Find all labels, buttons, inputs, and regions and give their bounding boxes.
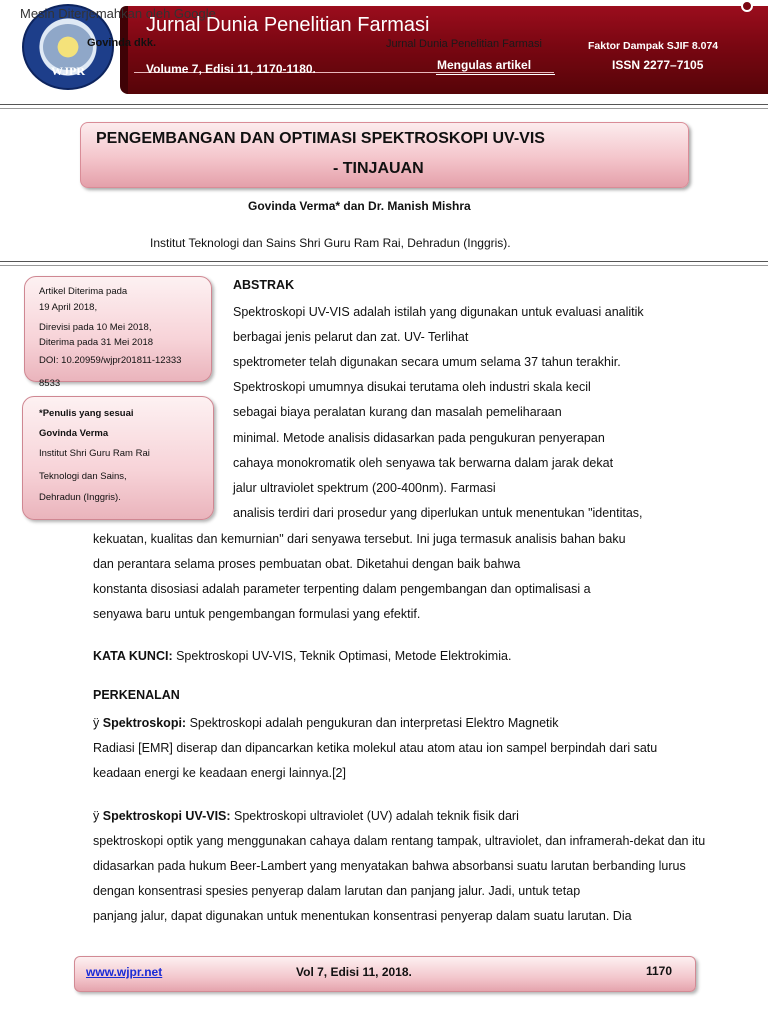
running-author: Govinda dkk. xyxy=(87,37,157,49)
intro-para1-line3: keadaan energi ke keadaan energi lainnya.[2] xyxy=(93,766,346,780)
intro-para2-line5: panjang jalur, dapat digunakan untuk menentukan konsentrasi penyerap dalam suatu larutan. Dia xyxy=(93,909,632,923)
intro-para1-line2: Radiasi [EMR] diserap dan dipancarkan ketika molekul atau atom atau ion sampel berpindah dari satu xyxy=(93,741,658,755)
corresponding-affil-3: Dehradun (Inggris). xyxy=(39,492,121,503)
accepted-date: Diterima pada 31 Mei 2018 xyxy=(39,337,154,348)
abstract-line: Spektroskopi UV-VIS adalah istilah yang digunakan untuk evaluasi analitik xyxy=(233,305,644,319)
keywords xyxy=(93,649,511,663)
abstract-line: Spektroskopi umumnya disukai terutama oleh industri skala kecil xyxy=(233,380,591,394)
para-text: Spektroskopi adalah pengukuran dan interpretasi Elektro Magnetik xyxy=(186,716,559,730)
intro-para1-line1 xyxy=(93,716,559,730)
corresponding-affil-2: Teknologi dan Sains, xyxy=(39,471,127,482)
abstract-line: kekuatan, kualitas dan kemurnian" dari senyawa tersebut. Ini juga termasuk analisis bahan baku xyxy=(93,532,626,546)
term-label: Spektroskopi: xyxy=(102,716,187,730)
abstract-line: berbagai jenis pelarut dan zat. UV- Terlihat xyxy=(233,330,469,344)
logo-text: WJPR xyxy=(51,64,85,78)
abstract-line: analisis terdiri dari prosedur yang diperlukan untuk menentukan "identitas, xyxy=(233,506,643,520)
intro-heading: PERKENALAN xyxy=(93,688,180,702)
revised-date: Direvisi pada 10 Mei 2018, xyxy=(39,322,152,333)
review-underline xyxy=(436,74,555,75)
footer-issue: Vol 7, Edisi 11, 2018. xyxy=(296,965,412,979)
abstract-line: sebagai biaya peralatan kurang dan masalah pemeliharaan xyxy=(233,405,562,419)
page-number: 1170 xyxy=(646,964,673,978)
intro-para2-line3: didasarkan pada hukum Beer-Lambert yang menyatakan bahwa absorbansi suatu larutan berbanding lurus xyxy=(93,859,686,873)
mid-rule xyxy=(0,261,768,262)
abstract-heading: ABSTRAK xyxy=(233,278,295,292)
intro-para2-line2: spektroskopi optik yang menggunakan cahaya dalam rentang tampak, ultraviolet, dan inframerah-dekat dan itu xyxy=(93,834,706,848)
doi[interactable]: DOI: 10.20959/wjpr201811-12333 xyxy=(39,355,182,366)
journal-title: Jurnal Dunia Penelitian Farmasi xyxy=(146,14,430,36)
mid-rule-2 xyxy=(0,265,768,266)
abstract-line: konstanta disosiasi adalah parameter terpenting dalam pengembangan dan optimalisasi a xyxy=(93,582,591,596)
article-type: Mengulas artikel xyxy=(437,58,532,72)
abstract-line: spektrometer telah digunakan secara umum selama 37 tahun terakhir. xyxy=(233,355,621,369)
keywords-label: KATA KUNCI: xyxy=(93,649,173,663)
affiliation: Institut Teknologi dan Sains Shri Guru Ram Rai, Dehradun (Inggris). xyxy=(150,236,511,250)
author-list: Govinda Verma* dan Dr. Manish Mishra xyxy=(248,199,471,213)
keywords-text: Spektroskopi UV-VIS, Teknik Optimasi, Metode Elektrokimia. xyxy=(172,649,512,663)
abstract-line: cahaya monokromatik oleh senyawa tak berwarna dalam jarak dekat xyxy=(233,456,614,470)
abstract-line: minimal. Metode analisis didasarkan pada pengukuran penyerapan xyxy=(233,431,605,445)
intro-para2-line4: dengan konsentrasi spesies penyerap dalam larutan dan panjang jalur. Jadi, untuk tetap xyxy=(93,884,581,898)
corner-marker-icon xyxy=(741,0,753,12)
corresponding-name: Govinda Verma xyxy=(39,428,109,439)
abstract-line: jalur ultraviolet spektrum (200-400nm). Farmasi xyxy=(233,481,496,495)
article-title-line2: - TINJAUAN xyxy=(333,160,424,177)
para-text: Spektroskopi ultraviolet (UV) adalah teknik fisik dari xyxy=(230,809,519,823)
bullet-icon: ÿ xyxy=(93,716,100,730)
journal-title-small: Jurnal Dunia Penelitian Farmasi xyxy=(386,38,542,50)
top-rule-2 xyxy=(0,108,768,109)
received-date: 19 April 2018, xyxy=(39,302,98,313)
intro-para2-line1 xyxy=(93,809,519,823)
abstract-line: senyawa baru untuk pengembangan formulasi yang efektif. xyxy=(93,607,421,621)
received-label: Artikel Diterima pada xyxy=(39,286,128,297)
issn: ISSN 2277–7105 xyxy=(612,58,704,72)
top-rule xyxy=(0,104,768,105)
abstract-line: dan perantara selama proses pembuatan obat. Diketahui dengan baik bahwa xyxy=(93,557,521,571)
machine-translation-note: Mesin Diterjemahkan oleh Google xyxy=(20,6,216,21)
corresponding-affil-1: Institut Shri Guru Ram Rai xyxy=(39,448,150,459)
bullet-icon: ÿ xyxy=(93,809,100,823)
corresponding-label: *Penulis yang sesuai xyxy=(39,408,134,419)
term-label: Spektroskopi UV-VIS: xyxy=(102,809,231,823)
article-title-line1: PENGEMBANGAN DAN OPTIMASI SPEKTROSKOPI UV-VIS xyxy=(96,130,545,147)
doi-continuation: 8533 xyxy=(39,378,61,389)
volume-info: Volume 7, Edisi 11, 1170-1180. xyxy=(146,62,316,76)
impact-factor: Faktor Dampak SJIF 8.074 xyxy=(588,40,719,52)
website-link[interactable]: www.wjpr.net xyxy=(86,965,163,979)
